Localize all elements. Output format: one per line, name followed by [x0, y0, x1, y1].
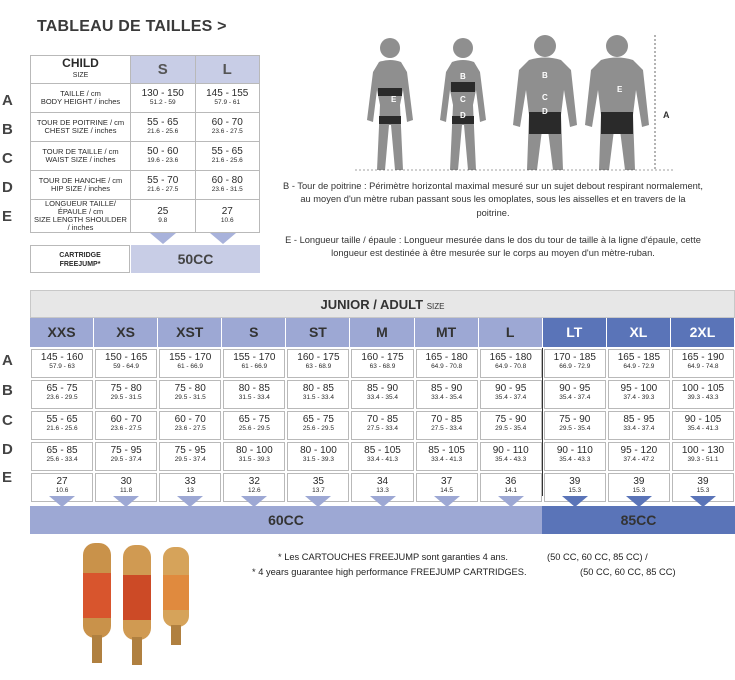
junior-cell [287, 380, 349, 409]
junior-cell [351, 442, 413, 471]
child-row-label: TAILLE / cm BODY HEIGHT / inches [31, 84, 131, 113]
junior-cell [416, 349, 478, 378]
cell-cm: 145 - 160 [40, 352, 84, 363]
cell-inches: 12.6 [248, 487, 261, 494]
junior-title-label: JUNIOR / ADULT [320, 297, 424, 312]
fig-label-a: A [663, 110, 670, 120]
cell-cm: 39 [569, 476, 581, 487]
junior-cell [31, 349, 93, 378]
cell-cm: 75 - 95 [110, 445, 142, 456]
size-header-l: L [479, 318, 543, 347]
description-e: E - Longueur taille / épaule : Longueur mesurée dans le dos du tour de taille à la ligne d'épaule, cette longueur est destinée à être mesurée sur le corps au moyen d'un mètre-ruban. [285, 235, 701, 259]
cell-cm: 100 - 105 [681, 383, 725, 394]
note-en-cc: (50 CC, 60 CC, 85 CC) [580, 567, 676, 577]
cell-cm: 75 - 95 [174, 445, 206, 456]
cell-inches: 64.9 - 70.8 [495, 363, 527, 370]
junior-cell [223, 380, 285, 409]
cell-cm: 95 - 120 [620, 445, 658, 456]
junior-row [30, 410, 735, 441]
cell-cm: 90 - 105 [684, 414, 722, 425]
cell-cm: 25 [157, 206, 169, 217]
cell-cm: 27 [221, 206, 233, 217]
cell-cm: 70 - 85 [366, 414, 399, 425]
child-row-label: TOUR DE TAILLE / cm WAIST SIZE / inches [31, 142, 131, 171]
arrow-down-icon [210, 233, 236, 244]
cell-inches: 15.3 [568, 487, 582, 494]
junior-cell [480, 349, 542, 378]
child-size-table [30, 55, 260, 233]
child-header-label: CHILD [62, 56, 99, 70]
cell-cm: 37 [441, 476, 453, 487]
junior-cell [544, 349, 606, 378]
cell-inches: 13.7 [312, 487, 325, 494]
junior-cell [287, 442, 349, 471]
cell-cm: 85 - 105 [364, 445, 401, 456]
page-title: TABLEAU DE TAILLES > [37, 18, 227, 35]
cell-inches: 35.4 - 37.4 [559, 394, 591, 401]
size-header-m: M [350, 318, 414, 347]
cell-inches: 19.6 - 23.6 [147, 157, 179, 164]
cell-inches: 15.3 [632, 487, 646, 494]
cell-inches: 29.5 - 37.4 [110, 456, 142, 463]
cell-inches: 61 - 66.9 [241, 363, 268, 370]
junior-cell [159, 380, 221, 409]
column-separator [542, 348, 543, 496]
fig-label-c2: C [542, 93, 548, 102]
junior-row [30, 379, 735, 410]
cell-cm: 100 - 130 [681, 445, 725, 456]
fig-label-e2: E [617, 85, 623, 94]
row-letter: E [2, 208, 13, 225]
row-letter: E [2, 469, 13, 486]
cell-cm: 55 - 65 [147, 117, 179, 128]
cell-inches: 64.9 - 70.8 [431, 363, 463, 370]
cell-inches: 63 - 68.9 [305, 363, 332, 370]
junior-cell [416, 442, 478, 471]
cell-cm: 90 - 110 [556, 445, 593, 456]
cell-inches: 25.6 - 29.5 [238, 425, 270, 432]
cell-cm: 75 - 80 [174, 383, 206, 394]
cell-inches: 23.6 - 27.5 [211, 128, 243, 135]
cell-inches: 35.4 - 37.4 [495, 394, 527, 401]
cell-inches: 11.8 [120, 487, 133, 494]
cell-inches: 51.2 - 59 [149, 99, 176, 106]
child-cartridge-value: 50CC [131, 245, 260, 273]
fig-label-b: B [460, 72, 466, 81]
female-figure-front [367, 38, 413, 170]
junior-rows [30, 348, 735, 503]
junior-cell [672, 442, 734, 471]
cell-inches: 15.3 [696, 487, 710, 494]
cell-cm: 36 [505, 476, 517, 487]
cell-cm: 165 - 190 [681, 352, 725, 363]
row-letter: C [2, 412, 13, 429]
cell-inches: 21.6 - 25.6 [147, 128, 179, 135]
cell-cm: 80 - 100 [235, 445, 273, 456]
junior-cell [287, 349, 349, 378]
size-header-lt: LT [543, 318, 607, 347]
size-header-xl: XL [607, 318, 671, 347]
cartridge-photo [75, 535, 205, 670]
cell-inches: 33.4 - 41.3 [431, 456, 463, 463]
cell-cm: 85 - 95 [623, 414, 655, 425]
cell-inches: 14.5 [440, 487, 453, 494]
cell-cm: 85 - 90 [431, 383, 463, 394]
junior-cell [480, 442, 542, 471]
cell-cm: 34 [376, 476, 389, 487]
size-header-xxs: XXS [30, 318, 94, 347]
cell-inches: 39.3 - 51.1 [687, 456, 719, 463]
cell-inches: 61 - 66.9 [177, 363, 204, 370]
cell-cm: 65 - 75 [302, 414, 334, 425]
cell-inches: 29.5 - 35.4 [495, 425, 527, 432]
cell-cm: 85 - 90 [366, 383, 399, 394]
child-cell [131, 142, 196, 171]
junior-cell [31, 380, 93, 409]
cell-cm: 80 - 85 [302, 383, 334, 394]
cell-cm: 95 - 100 [620, 383, 658, 394]
cell-cm: 165 - 180 [425, 352, 468, 363]
cartridge-icon [83, 543, 111, 663]
cell-inches: 10.6 [55, 487, 69, 494]
junior-cell [608, 411, 670, 440]
cell-cm: 65 - 75 [46, 383, 78, 394]
junior-cell [672, 380, 734, 409]
cell-inches: 10.6 [220, 217, 234, 224]
cell-inches: 29.5 - 31.5 [110, 394, 142, 401]
junior-cell [351, 349, 413, 378]
cell-cm: 55 - 65 [46, 414, 78, 425]
junior-cell [287, 411, 349, 440]
junior-title-sub: SIZE [426, 302, 445, 311]
child-cell [131, 171, 196, 200]
cartridge-icon [163, 547, 189, 645]
cell-inches: 37.4 - 39.3 [623, 394, 655, 401]
child-cell [131, 113, 196, 142]
cell-cm: 27 [56, 476, 68, 487]
junior-cell [95, 442, 157, 471]
junior-adult-size-table [30, 290, 735, 494]
cartridge-60cc-bar: 60CC [30, 506, 542, 534]
junior-size-header [30, 318, 735, 347]
child-size-l: L [195, 56, 260, 84]
cell-cm: 60 - 70 [174, 414, 206, 425]
cell-cm: 60 - 70 [110, 414, 142, 425]
male-figure-back [585, 35, 649, 170]
junior-cell [608, 442, 670, 471]
cell-cm: 33 [184, 476, 196, 487]
row-letter: D [2, 441, 13, 458]
cell-cm: 165 - 180 [489, 352, 532, 363]
child-row-label: LONGUEUR TAILLE/ÉPAULE / cm SIZE LENGTH SHOULDER / inches [31, 200, 131, 233]
fig-label-d2: D [542, 107, 548, 116]
junior-cell [544, 442, 606, 471]
cell-inches: 35.4 - 43.3 [495, 456, 527, 463]
junior-cell [480, 380, 542, 409]
note-fr-cc: (50 CC, 60 CC, 85 CC) / [547, 552, 648, 562]
size-header-mt: MT [415, 318, 479, 347]
cell-cm: 130 - 150 [141, 88, 184, 99]
junior-cell [608, 349, 670, 378]
cell-cm: 155 - 170 [169, 352, 212, 363]
fig-label-d: D [460, 111, 466, 120]
child-cell [195, 200, 260, 233]
cell-cm: 30 [120, 476, 132, 487]
junior-cell [351, 411, 413, 440]
junior-cell [544, 380, 606, 409]
fig-label-e: E [391, 95, 397, 104]
cell-cm: 70 - 85 [431, 414, 463, 425]
cell-inches: 33.4 - 35.4 [366, 394, 399, 401]
cell-inches: 21.6 - 27.5 [147, 186, 179, 193]
cell-inches: 25.6 - 29.5 [302, 425, 334, 432]
cell-cm: 50 - 60 [147, 146, 179, 157]
cell-inches: 33.4 - 41.3 [366, 456, 399, 463]
child-arrows [150, 233, 260, 245]
child-cell [195, 84, 260, 113]
arrow-down-icon [150, 233, 176, 244]
cell-cm: 39 [697, 476, 709, 487]
junior-title [30, 290, 735, 318]
cell-cm: 90 - 110 [492, 445, 529, 456]
cell-inches: 33.4 - 35.4 [431, 394, 463, 401]
cell-cm: 80 - 85 [238, 383, 270, 394]
cell-inches: 29.5 - 35.4 [559, 425, 591, 432]
cell-cm: 150 - 165 [105, 352, 148, 363]
child-header [31, 56, 131, 84]
row-letter: D [2, 179, 13, 196]
child-row-label: TOUR DE POITRINE / cm CHEST SIZE / inches [31, 113, 131, 142]
description-b: B - Tour de poitrine : Périmètre horizontal maximal mesuré sur un sujet debout respirant normalement, au moyen d'un mètre ruban passant sous les omoplates, sous les aisselles et en travers de la poitrine. [283, 181, 703, 218]
cell-cm: 75 - 90 [559, 414, 591, 425]
cell-cm: 160 - 175 [297, 352, 340, 363]
row-letter: A [2, 92, 13, 109]
junior-cell [95, 380, 157, 409]
child-size-s: S [131, 56, 196, 84]
cell-inches: 31.5 - 39.3 [238, 456, 270, 463]
cell-cm: 160 - 175 [361, 352, 404, 363]
cell-inches: 13 [186, 487, 194, 494]
cell-inches: 31.5 - 33.4 [238, 394, 270, 401]
cell-cm: 90 - 95 [559, 383, 591, 394]
junior-cell [31, 411, 93, 440]
cell-inches: 23.6 - 27.5 [174, 425, 206, 432]
junior-cell [159, 411, 221, 440]
cell-inches: 57.9 - 63 [49, 363, 75, 370]
child-cartridge-label: CARTRIDGE FREEJUMP* [30, 245, 130, 273]
junior-cell [351, 380, 413, 409]
child-cell [131, 84, 196, 113]
child-cell [195, 113, 260, 142]
child-header-sub: SIZE [72, 72, 89, 79]
row-letter: B [2, 121, 13, 138]
child-cell [131, 200, 196, 233]
junior-cell [159, 442, 221, 471]
size-header-st: ST [286, 318, 350, 347]
cell-cm: 65 - 75 [238, 414, 270, 425]
row-letter: C [2, 150, 13, 167]
note-en: * 4 years guarantee high performance FREEJUMP CARTRIDGES. [252, 567, 527, 577]
male-figure-measured [513, 35, 577, 170]
cell-inches: 23.6 - 27.5 [110, 425, 142, 432]
row-letter: B [2, 382, 13, 399]
cell-cm: 90 - 95 [495, 383, 527, 394]
junior-cell [608, 380, 670, 409]
junior-cell [223, 411, 285, 440]
cell-cm: 39 [633, 476, 645, 487]
junior-cell [159, 349, 221, 378]
child-row-label: TOUR DE HANCHE / cm HIP SIZE / inches [31, 171, 131, 200]
cell-inches: 39.3 - 43.3 [687, 394, 719, 401]
cell-inches: 21.6 - 25.6 [211, 157, 243, 164]
junior-cell [95, 411, 157, 440]
cell-cm: 145 - 155 [206, 88, 249, 99]
cartridge-icon [123, 545, 151, 665]
cell-inches: 64.9 - 72.9 [623, 363, 655, 370]
cell-cm: 55 - 65 [211, 146, 243, 157]
size-header-xs: XS [94, 318, 158, 347]
cell-inches: 31.5 - 33.4 [302, 394, 334, 401]
cell-cm: 60 - 80 [211, 175, 243, 186]
size-header-2xl: 2XL [671, 318, 735, 347]
cell-inches: 23.6 - 31.5 [211, 186, 243, 193]
cell-inches: 9.8 [158, 217, 168, 224]
cell-cm: 85 - 105 [428, 445, 465, 456]
cell-cm: 65 - 85 [46, 445, 78, 456]
cell-inches: 35.4 - 41.3 [687, 425, 719, 432]
size-header-xst: XST [158, 318, 222, 347]
junior-cell [31, 442, 93, 471]
cell-cm: 80 - 100 [300, 445, 337, 456]
child-cell [195, 171, 260, 200]
junior-cell [672, 411, 734, 440]
cell-cm: 165 - 185 [617, 352, 661, 363]
cell-inches: 14.1 [504, 487, 518, 494]
junior-cell [416, 411, 478, 440]
cell-cm: 75 - 90 [495, 414, 527, 425]
cell-cm: 60 - 70 [211, 117, 243, 128]
cell-inches: 63 - 68.9 [369, 363, 396, 370]
female-figure-measured [440, 38, 486, 170]
cell-inches: 25.6 - 33.4 [46, 456, 78, 463]
cell-inches: 64.9 - 74.8 [687, 363, 719, 370]
fig-label-b2: B [542, 71, 548, 80]
cell-inches: 13.3 [376, 487, 389, 494]
cell-inches: 35.4 - 43.3 [559, 456, 591, 463]
junior-cell [480, 411, 542, 440]
junior-row [30, 348, 735, 379]
cell-inches: 31.5 - 39.3 [302, 456, 334, 463]
junior-cell [416, 380, 478, 409]
cell-cm: 35 [312, 476, 324, 487]
row-letter: A [2, 352, 13, 369]
cell-cm: 32 [248, 476, 260, 487]
fig-label-c: C [460, 95, 466, 104]
cell-inches: 59 - 64.9 [113, 363, 139, 370]
cartridge-85cc-bar: 85CC [542, 506, 735, 534]
cell-inches: 27.5 - 33.4 [366, 425, 399, 432]
cell-inches: 57.9 - 61 [214, 99, 241, 106]
cell-cm: 170 - 185 [553, 352, 596, 363]
junior-cell [95, 349, 157, 378]
junior-cell [544, 411, 606, 440]
junior-cell [223, 349, 285, 378]
junior-cell [223, 442, 285, 471]
size-header-s: S [222, 318, 286, 347]
cell-inches: 66.9 - 72.9 [559, 363, 591, 370]
child-cell [195, 142, 260, 171]
cell-inches: 29.5 - 31.5 [174, 394, 206, 401]
cell-inches: 27.5 - 33.4 [431, 425, 463, 432]
cell-inches: 29.5 - 37.4 [174, 456, 206, 463]
cell-cm: 55 - 70 [147, 175, 179, 186]
cell-cm: 155 - 170 [233, 352, 276, 363]
body-measurement-figures [345, 30, 675, 175]
note-fr: * Les CARTOUCHES FREEJUMP sont garanties 4 ans. [278, 552, 508, 562]
junior-cell [672, 349, 734, 378]
junior-row [30, 441, 735, 472]
cell-inches: 37.4 - 47.2 [623, 456, 655, 463]
cell-inches: 33.4 - 37.4 [623, 425, 655, 432]
cell-cm: 75 - 80 [110, 383, 142, 394]
cell-inches: 21.6 - 25.6 [46, 425, 78, 432]
cell-inches: 23.6 - 29.5 [46, 394, 78, 401]
